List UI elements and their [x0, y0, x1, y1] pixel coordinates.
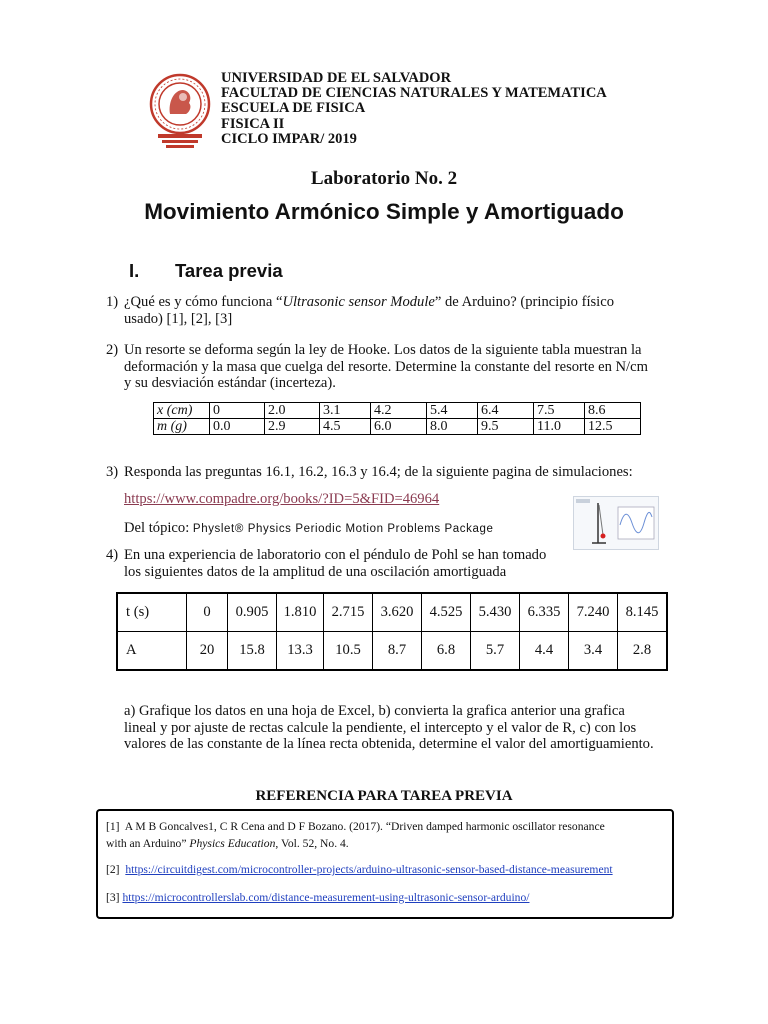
section-heading: [129, 260, 283, 282]
lab-number: Laboratorio No. 2: [310, 168, 458, 189]
section-number: I.: [129, 260, 140, 281]
table-cell: 1.810: [277, 593, 324, 632]
table-cell: 8.6: [585, 403, 641, 419]
question-number: 3): [106, 464, 119, 480]
table-cell: 0.905: [228, 593, 277, 632]
table-row: [154, 419, 641, 435]
table-cell: 4.525: [422, 593, 471, 632]
simulation-link[interactable]: https://www.compadre.org/books/?ID=5&FID=46964: [124, 491, 440, 507]
spring-data-table: [153, 402, 641, 435]
reference-2: [106, 862, 666, 879]
question-3: [106, 464, 666, 481]
table-cell: 5.430: [471, 593, 520, 632]
table-cell: 10.5: [324, 632, 373, 671]
table-cell: 8.0: [427, 419, 478, 435]
instruction-line: valores de las constante de la línea recta obtenida, determine el valor del amortiguamiento.: [124, 736, 654, 753]
reference-journal: Physics Education: [189, 836, 276, 850]
question-4: [106, 547, 666, 580]
reference-link[interactable]: https://circuitdigest.com/microcontroller-projects/arduino-ultrasonic-sensor-based-distance-measurement: [125, 863, 613, 876]
q3-text: Responda las preguntas 16.1, 16.2, 16.3 y 16.4; de la siguiente pagina de simulaciones:: [124, 464, 633, 480]
header-line: ESCUELA DE FISICA: [221, 100, 366, 117]
reference-number: [1]: [106, 820, 120, 833]
table-cell: 3.1: [320, 403, 371, 419]
table-cell: 7.240: [569, 593, 618, 632]
references-heading: REFERENCIA PARA TAREA PREVIA: [255, 788, 513, 804]
reference-text: with an Arduino”: [106, 836, 190, 850]
table-cell: 2.715: [324, 593, 373, 632]
q2-text-line: y su desviación estándar (incerteza).: [124, 375, 336, 392]
reference-text: A M B Goncalves1, C R Cena and D F Bozano. (2017). “Driven damped harmonic oscillator resonance: [124, 820, 605, 833]
q1-emphasis: Ultrasonic sensor Module: [282, 294, 435, 310]
question-number: 4): [106, 547, 119, 563]
table-cell: 6.335: [520, 593, 569, 632]
instruction-line: lineal y por ajuste de rectas calcule la pendiente, el intercepto y el valor de R, c) con los: [124, 719, 637, 736]
table-cell: 3.4: [569, 632, 618, 671]
document-title: Movimiento Armónico Simple y Amortiguado: [144, 199, 624, 224]
table-cell: 2.9: [265, 419, 320, 435]
table-cell: 6.0: [371, 419, 427, 435]
table-cell: 0.0: [210, 419, 265, 435]
header-line: CICLO IMPAR/ 2019: [221, 130, 357, 147]
topic-value: Physlet® Physics Periodic Motion Problems Package: [192, 523, 494, 535]
table-cell: 5.4: [427, 403, 478, 419]
reference-text: , Vol. 52, No. 4.: [275, 836, 349, 850]
table-cell: 4.4: [520, 632, 569, 671]
q1-text-post: ” de Arduino? (principio físico: [434, 294, 615, 310]
table-cell: 3.620: [373, 593, 422, 632]
table-cell: 2.8: [618, 632, 668, 671]
table-cell: 7.5: [534, 403, 585, 419]
q2-text-line: Un resorte se deforma según la ley de Hooke. Los datos de la siguiente tabla muestran la: [124, 342, 642, 358]
instructions: [124, 703, 669, 753]
header-line: FISICA II: [221, 115, 285, 132]
amplitude-data-table: [116, 592, 668, 671]
reference-link[interactable]: https://microcontrollerslab.com/distance-measurement-using-ultrasonic-sensor-arduino/: [122, 891, 530, 904]
q2-text-line: deformación y la masa que cuelga del resorte. Determine la constante del resorte en N/cm: [124, 358, 648, 375]
table-cell: 8.7: [373, 632, 422, 671]
table-cell: 12.5: [585, 419, 641, 435]
header-line: UNIVERSIDAD DE EL SALVADOR: [221, 70, 452, 86]
simulation-thumbnail-image: [573, 496, 659, 550]
q4-text-line: En una experiencia de laboratorio con el péndulo de Pohl se han tomado: [124, 547, 547, 563]
question-number: 2): [106, 342, 119, 358]
table-cell: 2.0: [265, 403, 320, 419]
table-cell: 5.7: [471, 632, 520, 671]
institution-header: [221, 71, 607, 147]
row-label: x (cm): [154, 403, 210, 419]
table-row: [117, 593, 667, 632]
reference-number: [2]: [106, 863, 120, 876]
row-label: t (s): [117, 593, 187, 632]
reference-number: [3]: [106, 891, 120, 904]
table-row: [154, 403, 641, 419]
table-cell: 0: [187, 593, 228, 632]
reference-1: [106, 819, 666, 852]
table-cell: 0: [210, 403, 265, 419]
q1-text-pre: ¿Qué es y cómo funciona “: [124, 294, 283, 310]
table-cell: 13.3: [277, 632, 324, 671]
simulation-link-row: [124, 491, 439, 508]
table-cell: 9.5: [478, 419, 534, 435]
header-line: FACULTAD DE CIENCIAS NATURALES Y MATEMATICA: [221, 85, 607, 102]
question-2: [106, 342, 666, 392]
table-cell: 6.8: [422, 632, 471, 671]
topic-label: Del tópico:: [124, 520, 190, 536]
table-cell: 8.145: [618, 593, 668, 632]
references-box: [96, 809, 674, 919]
topic-row: [124, 520, 494, 538]
table-cell: 6.4: [478, 403, 534, 419]
question-number: 1): [106, 294, 119, 310]
reference-3: [106, 890, 666, 907]
table-cell: 20: [187, 632, 228, 671]
table-cell: 11.0: [534, 419, 585, 435]
row-label: m (g): [154, 419, 210, 435]
question-1: [106, 294, 666, 327]
table-cell: 4.5: [320, 419, 371, 435]
q4-text-line: los siguientes datos de la amplitud de una oscilación amortiguada: [124, 563, 507, 580]
q1-text-line2: usado) [1], [2], [3]: [124, 310, 233, 327]
instruction-line: a) Grafique los datos en una hoja de Excel, b) convierta la grafica anterior una grafica: [124, 703, 625, 719]
table-cell: 15.8: [228, 632, 277, 671]
university-seal-logo: [148, 72, 212, 154]
section-label: Tarea previa: [175, 260, 283, 281]
table-cell: 4.2: [371, 403, 427, 419]
table-row: [117, 632, 667, 671]
row-label: A: [117, 632, 187, 671]
